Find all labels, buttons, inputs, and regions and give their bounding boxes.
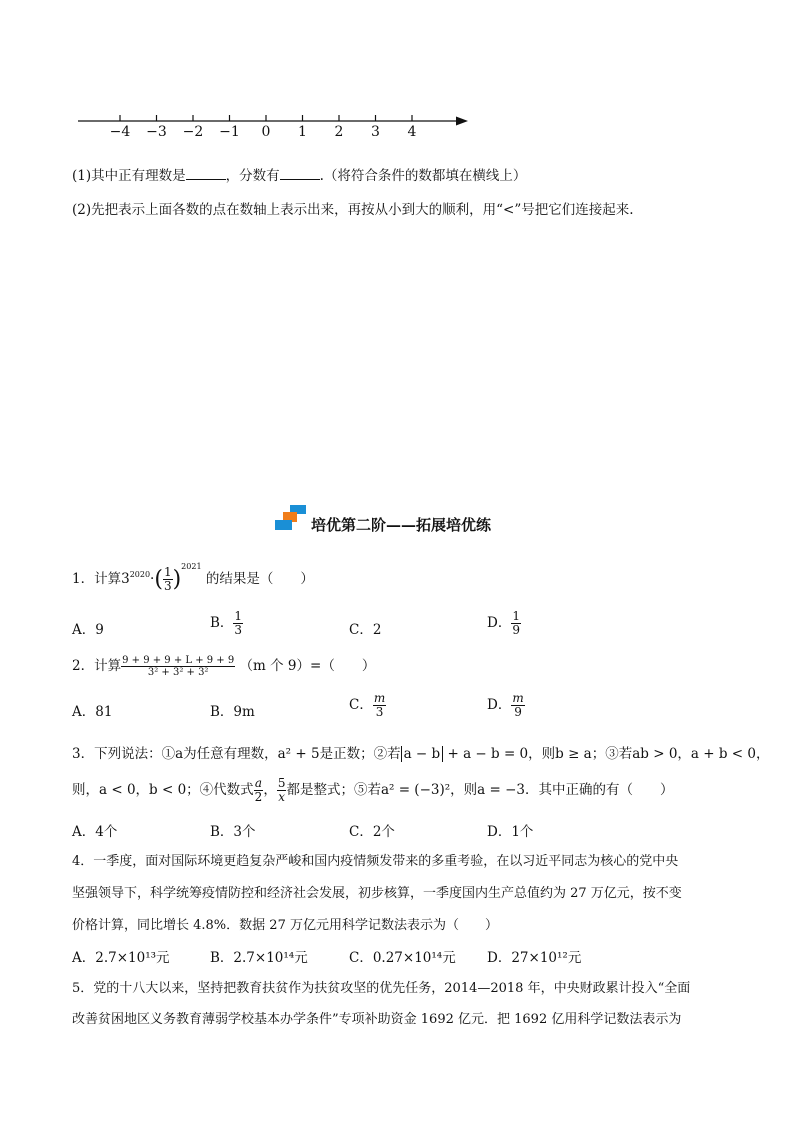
tick-label: −1: [219, 124, 240, 140]
option-b[interactable]: B．9m: [210, 704, 255, 720]
paren-right: ): [172, 567, 182, 592]
answer-blank[interactable]: [186, 167, 226, 180]
section-icon: [274, 504, 308, 532]
answer-blank[interactable]: [280, 167, 320, 180]
question-4-line-3: 价格计算，同比增长 4.8%．数据 27 万亿元用科学记数法表示为（ ）: [72, 918, 498, 933]
question-part-2: (2)先把表示上面各数的点在数轴上表示出来，再按从小到大的顺利，用“<”号把它们连接起来.: [72, 202, 634, 218]
question-3-line-1: 3．下列说法：①a为任意有理数，a² + 5是正数；②若 a − b + a − b = 0，则b ≥ a；③若ab > 0，a + b < 0，: [72, 746, 770, 762]
option-a[interactable]: A．2.7×10¹³元: [72, 950, 170, 966]
tick-label: 1: [298, 124, 307, 140]
option-d[interactable]: D． $\frac{1}{9}$: [487, 609, 520, 637]
tick-label: 0: [261, 124, 271, 140]
option-a[interactable]: A．4个: [72, 824, 118, 840]
tick-label: −3: [146, 124, 167, 140]
option-d[interactable]: D． $\frac{m}{9}$: [487, 691, 524, 719]
option-d[interactable]: D．1个: [487, 824, 534, 840]
question-3-line-2: 则，a < 0，b < 0；④代数式 $\frac{a}{2}$ ， $\frac{5}{x}$ 都是整式；⑤若a² = (−3)²，则a = −3．其中正确的有（ ）: [72, 776, 674, 804]
option-b[interactable]: B．2.7×10¹⁴元: [210, 950, 308, 966]
tick-label: −2: [182, 124, 204, 140]
option-a[interactable]: A．9: [72, 622, 104, 638]
option-b[interactable]: B．3个: [210, 824, 256, 840]
tick-label: 3: [371, 124, 380, 140]
paren-left: (: [154, 567, 163, 592]
question-part-1: (1)其中正有理数是 ，分数有 .（将符合条件的数都填在横线上）: [72, 168, 527, 184]
question-1: 1．计算$3^{2020}\cdot$( $\frac{1}{3}$ )$^{2021}$ 的结果是（ ）: [72, 562, 314, 593]
question-5-line-1: 5．党的十八大以来，坚持把教育扶贫作为扶贫攻坚的优先任务，2014—2018 年，中央财政累计投入“全面: [72, 981, 691, 996]
question-2: 2．计算 $\frac{9 + 9 + 9 + L + 9 + 9}{\text{3² + 3² + 3²}}$ （m 个 9）=（ ）: [72, 655, 376, 678]
tick-label: 2: [334, 124, 344, 140]
option-c[interactable]: C． $\frac{m}{3}$: [349, 691, 386, 719]
option-c[interactable]: C．2个: [349, 824, 395, 840]
option-a[interactable]: A．81: [72, 704, 113, 720]
option-c[interactable]: C．0.27×10¹⁴元: [349, 950, 456, 966]
tick-label: 4: [407, 124, 417, 140]
option-d[interactable]: D．27×10¹²元: [487, 950, 582, 966]
section-title: 培优第二阶——拓展培优练: [311, 516, 492, 534]
question-5-line-2: 改善贫困地区义务教育薄弱学校基本办学条件”专项补助资金 1692 亿元．把 1692 亿用科学记数法表示为: [72, 1012, 682, 1027]
tick-label: −4: [109, 124, 131, 140]
question-4-line-2: 坚强领导下，科学统筹疫情防控和经济社会发展，初步核算，一季度国内生产总值约为 27 万亿元，按不变: [72, 886, 682, 901]
option-b[interactable]: B． $\frac{1}{3}$: [210, 609, 243, 637]
question-4-line-1: 4．一季度，面对国际环境更趋复杂严峻和国内疫情频发带来的多重考验，在以习近平同志为核心的党中央: [72, 854, 679, 869]
option-c[interactable]: C．2: [349, 622, 382, 638]
